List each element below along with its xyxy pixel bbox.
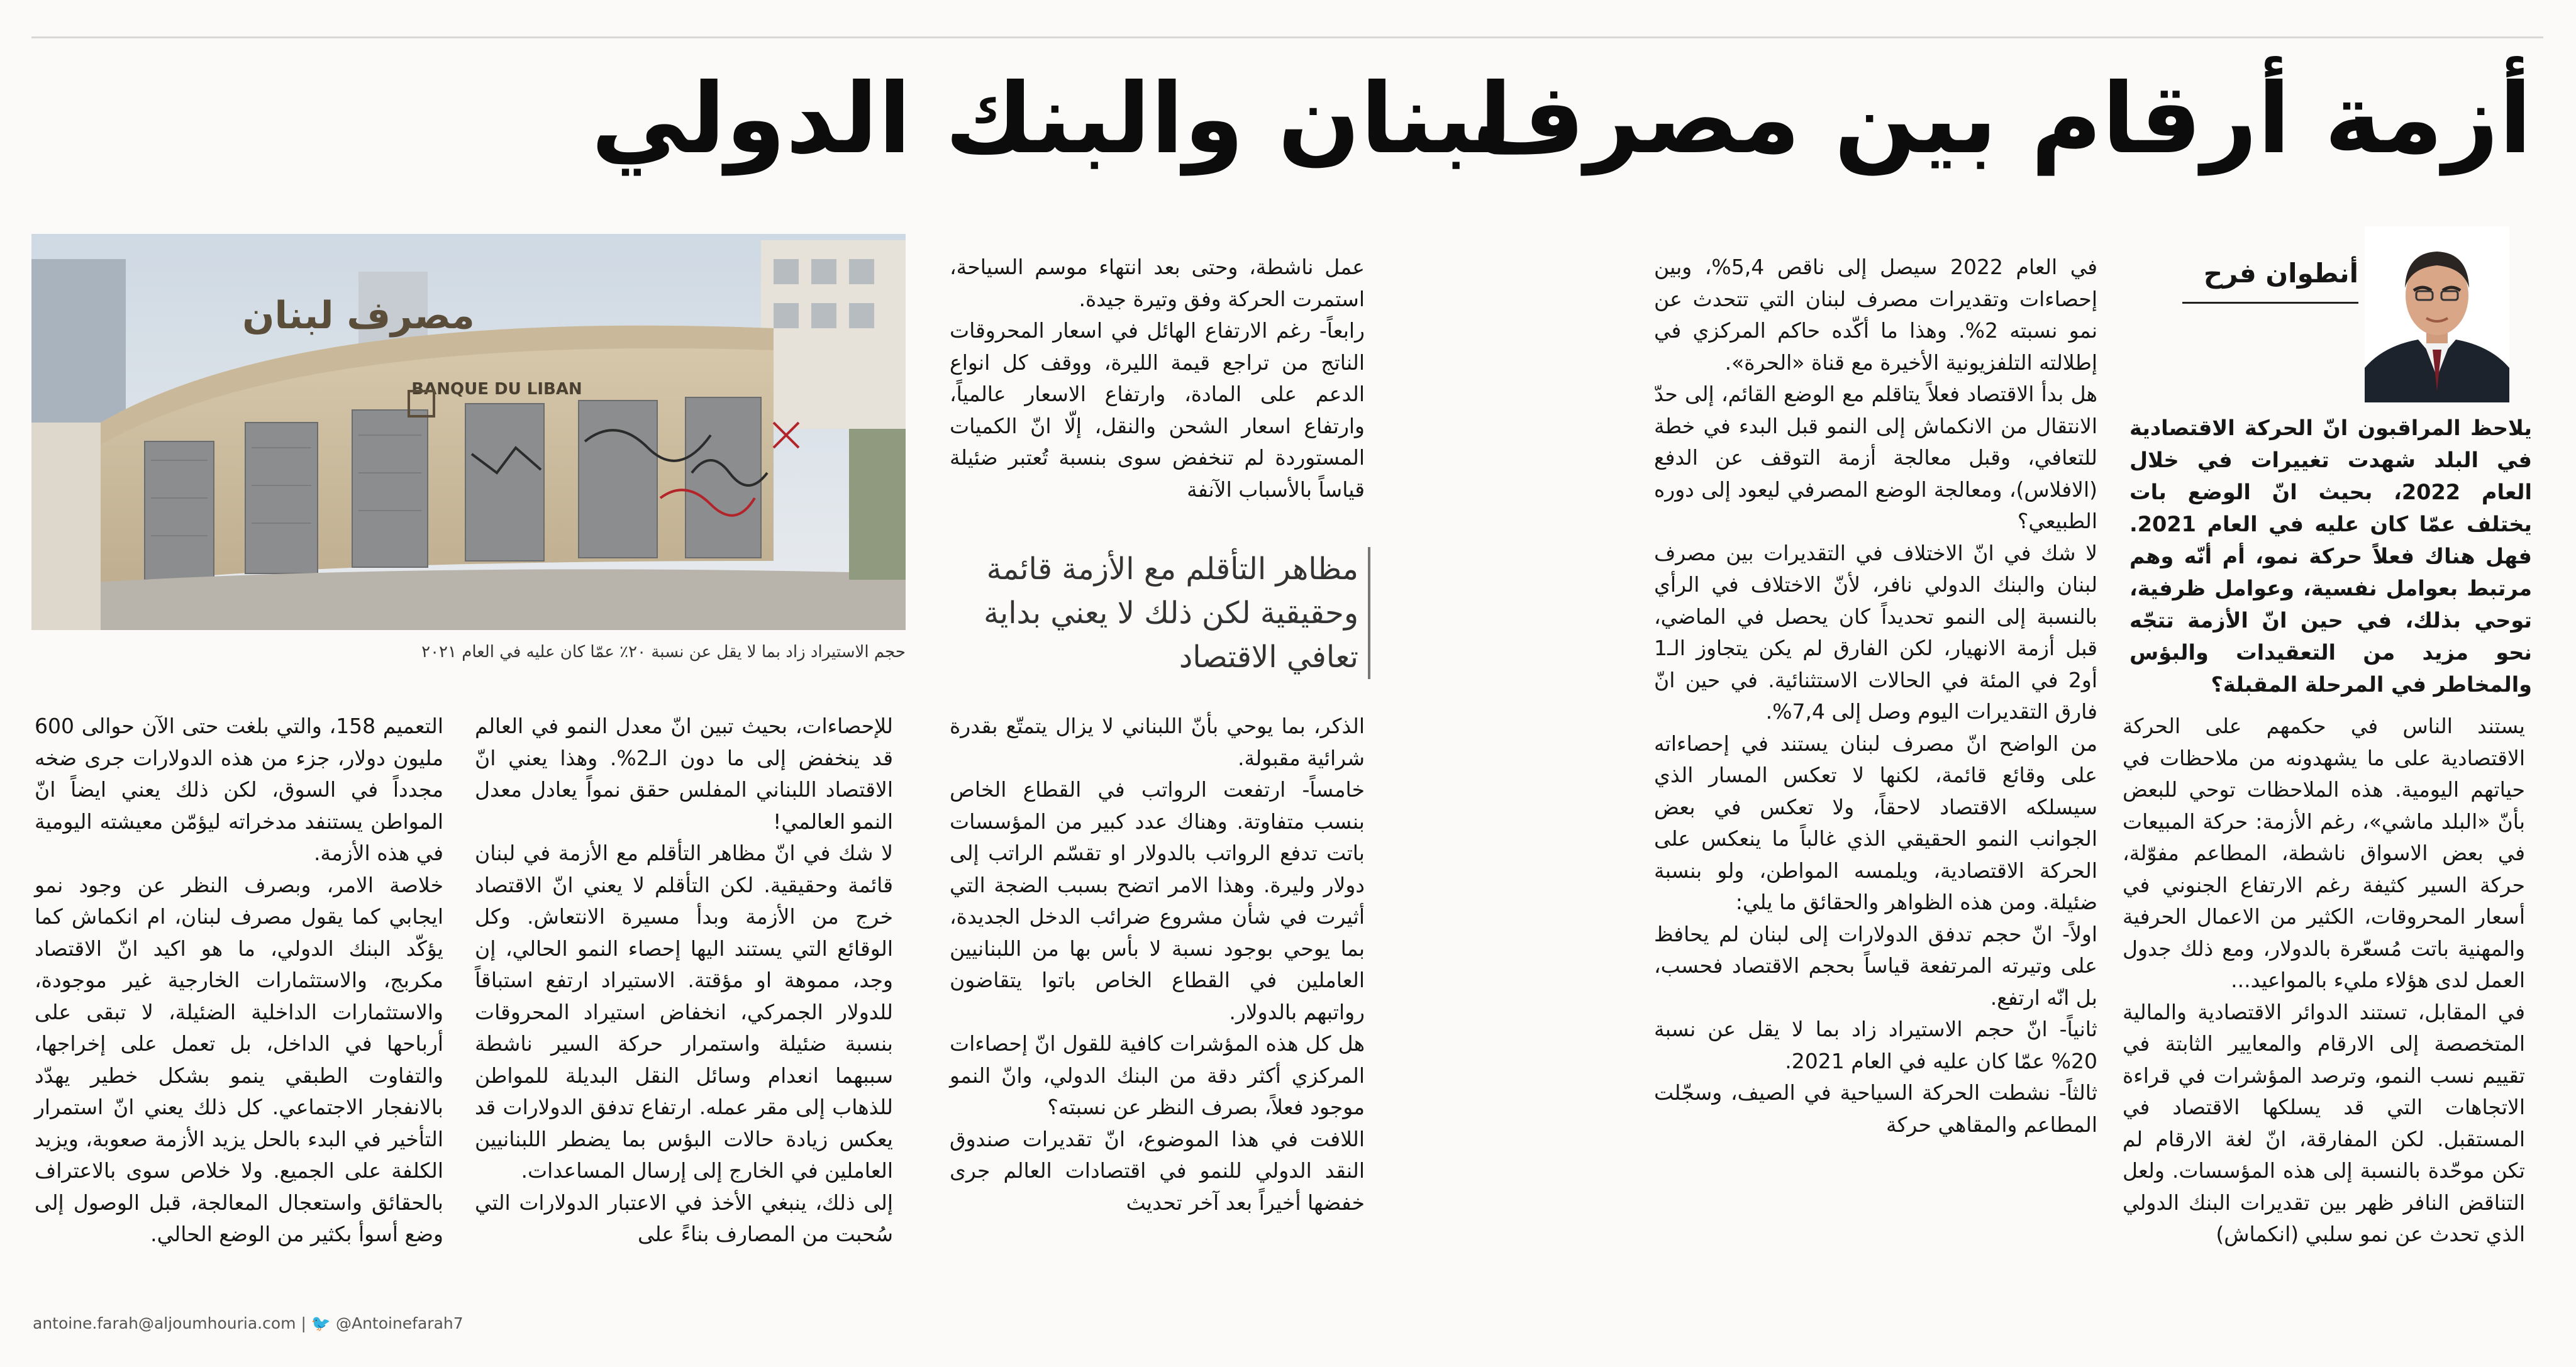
credit-separator: | <box>301 1314 306 1332</box>
column-3-top <box>950 252 1365 506</box>
column-5 <box>35 711 443 1251</box>
paragraph: في العام 2022 سيصل إلى ناقص 5,4%، وبين إحصاءات وتقديرات مصرف لبنان التي تتحدث عن نمو نسبته 2%. وهذا ما أكّده حاكم المركزي في إطلالته التلفزيونية الأخيرة مع قناة «الحرة». <box>1654 255 2097 375</box>
paragraph: هل كل هذه المؤشرات كافية للقول انّ إحصاءات المركزي أكثر دقة من البنك الدولي، وانّ النمو موجود فعلاً، بصرف النظر عن نسبته؟ <box>950 1031 1365 1119</box>
author-rule <box>2182 302 2358 304</box>
column-1 <box>2123 711 2525 1251</box>
author-name: أنطوان فرح <box>2203 258 2358 289</box>
paragraph: عمل ناشطة، وحتى بعد انتهاء موسم السياحة، استمرت الحركة وفق وتيرة جيدة. <box>950 255 1365 311</box>
column-4 <box>475 711 893 1251</box>
paragraph: اولاً- انّ حجم تدفق الدولارات إلى لبنان لم يحافظ على وتيرته المرتفعة قياساً بحجم الاقتصاد فحسب، بل انّه ارتفع. <box>1654 921 2097 1010</box>
author-credit <box>33 1314 473 1333</box>
bank-sign-arabic: مصرف لبنان <box>242 294 475 338</box>
article-photo <box>31 234 906 630</box>
paragraph: ثالثاً- نشطت الحركة السياحية في الصيف، وسجّلت المطاعم والمقاهي حركة <box>1654 1080 2097 1137</box>
author-portrait <box>2365 226 2509 402</box>
paragraph: في المقابل، تستند الدوائر الاقتصادية والمالية المتخصصة إلى الارقام والمعايير الثابتة في تقييم نسب النمو، وترصد المؤشرات في قراءة الاتجاهات التي قد يسلكها الاقتصاد في المستقبل. لكن المفارقة، انّ لغة الارقام لم تكن موحّدة بالنسبة إلى هذه المؤسسات. ولعل التناقض النافر ظهر بين تقديرات البنك الدولي الذي تحدث عن نمو سلبي (انكماش) <box>2123 999 2525 1246</box>
paragraph: ثانياً- انّ حجم الاستيراد زاد بما لا يقل عن نسبة 20% عمّا كان عليه في العام 2021. <box>1654 1017 2097 1073</box>
author-twitter: @Antoinefarah7 <box>335 1314 464 1332</box>
paragraph: هل بدأ الاقتصاد فعلاً يتاقلم مع الوضع القائم، إلى حدّ الانتقال من الانكماش إلى النمو قبل البدء في خطة للتعافي، وقبل معالجة أزمة التوقف عن الدفع (الافلاس)، ومعالجة الوضع المصرفي ليعود إلى دوره الطبيعي؟ <box>1654 382 2097 533</box>
bank-sign-latin: BANQUE DU LIBAN <box>411 380 582 399</box>
paragraph: التعميم 158، والتي بلغت حتى الآن حوالى 600 مليون دولار، جزء من هذه الدولارات جرى ضخه مجدداً في السوق، لكن ذلك يعني ايضاً انّ المواطن يستنفد مدخراته ليؤمّن معيشته اليومية في هذه الأزمة. <box>35 714 443 865</box>
twitter-icon: 🐦 <box>311 1314 331 1332</box>
pullquote-rule <box>1368 547 1370 679</box>
paragraph: لا شك في انّ الاختلاف في التقديرات بين مصرف لبنان والبنك الدولي نافر، لأنّ الاختلاف في الرأي بالنسبة إلى النمو تحديداً كان يحصل في الماضي، قبل أزمة الانهيار، لكن الفارق لم يكن يتجاوز الـ1 أو2 في المئة في الحالات الاستثنائية. في حين انّ فارق التقديرات اليوم وصل إلى 7,4%. <box>1654 540 2097 724</box>
paragraph: للإحصاءات، بحيث تبين انّ معدل النمو في العالم قد ينخفض إلى ما دون الـ2%. وهذا يعني انّ الاقتصاد اللبناني المفلس حقق نمواً يعادل معدل النمو العالمي! <box>475 714 893 834</box>
paragraph: إلى ذلك، ينبغي الأخذ في الاعتبار الدولارات التي سُحبت من المصارف بناءً على <box>475 1190 893 1246</box>
paragraph: اللافت في هذا الموضوع، انّ تقديرات صندوق النقد الدولي للنمو في اقتصادات العالم جرى خفضها أخيراً بعد آخر تحديث <box>950 1126 1365 1215</box>
column-3-bottom <box>950 711 1365 1219</box>
paragraph: يستند الناس في حكمهم على الحركة الاقتصادية على ما يشهدونه من ملاحظات في حياتهم اليومية. هذه الملاحظات توحي للبعض بأنّ «البلد ماشي»، رغم الأزمة: حركة المبيعات في بعض الاسواق ناشطة، المطاعم مفوّلة، حركة السير كثيفة رغم الارتفاع الجنوني في أسعار المحروقات، الكثير من الاعمال الحرفية والمهنية باتت مُسعّرة بالدولار، ومع ذلك جدول العمل لدى هؤلاء مليء بالمواعيد... <box>2123 714 2525 992</box>
paragraph: لا شك في انّ مظاهر التأقلم مع الأزمة في لبنان قائمة وحقيقية. لكن التأقلم لا يعني انّ الاقتصاد خرج من الأزمة وبدأ مسيرة الانتعاش. وكل الوقائع التي يستند اليها إحصاء النمو الحالي، إن وجد، مموهة او مؤقتة. الاستيراد ارتفع استباقاً للدولار الجمركي، انخفاض استيراد المحروقات بنسبة ضئيلة واستمرار حركة السير ناشطة سببهما انعدام وسائل النقل البديلة للمواطن للذهاب إلى مقر عمله. ارتفاع تدفق الدولارات قد يعكس زيادة حالات البؤس بما يضطر اللبنانيين العاملين في الخارج إلى إرسال المساعدات. <box>475 841 893 1183</box>
top-rule <box>31 36 2543 38</box>
paragraph: رابعاً- رغم الارتفاع الهائل في اسعار المحروقات الناتج من تراجع قيمة الليرة، ووقف كل انواع الدعم على المادة، وارتفاع الاسعار عالمياً، وارتفاع اسعار الشحن والنقل، إلّا انّ الكميات المستوردة لم تنخفض سوى بنسبة تُعتبر ضئيلة قياساً بالأسباب الآنفة <box>950 318 1365 502</box>
paragraph: من الواضح انّ مصرف لبنان يستند في إحصاءاته على وقائع قائمة، لكنها لا تعكس المسار الذي سيسلكه الاقتصاد لاحقاً، ولا تعكس في بعض الجوانب النمو الحقيقي الذي غالباً ما ينعكس على الحركة الاقتصادية، ويلمسه المواطن، ولو بنسبة ضئيلة. ومن هذه الظواهر والحقائق ما يلي: <box>1654 731 2097 914</box>
lead-paragraph: يلاحظ المراقبون انّ الحركة الاقتصادية في البلد شهدت تغييرات في خلال العام 2022، بحيث انّ الوضع بات يختلف عمّا كان عليه في العام 2021. فهل هناك فعلاً حركة نمو، أم أنّه وهم مرتبط بعوامل نفسية، وعوامل ظرفية، توحي بذلك، في حين انّ الأزمة تتجّه نحو مزيد من التعقيدات والبؤس والمخاطر في المرحلة المقبلة؟ <box>2129 416 2532 697</box>
paragraph: خامساً- ارتفعت الرواتب في القطاع الخاص بنسب متفاوتة. وهناك عدد كبير من المؤسسات باتت تدفع الرواتب بالدولار او تقسّم الراتب إلى دولار وليرة. وهذا الامر اتضح بسبب الضجة التي أثيرت في شأن مشروع ضرائب الدخل الجديدة، بما يوحي بوجود نسبة لا بأس بها من اللبنانيين العاملين في القطاع الخاص باتوا يتقاضون رواتبهم بالدولار. <box>950 777 1365 1024</box>
headline-part-2: لبنان والبنك الدولي <box>591 63 1513 175</box>
paragraph: خلاصة الامر، وبصرف النظر عن وجود نمو ايجابي كما يقول مصرف لبنان، ام انكماش كما يؤكّد البنك الدولي، ما هو اكيد انّ الاقتصاد مكربج، والاستثمارات الخارجية غير موجودة، والاستثمارات الداخلية الضئيلة، لا تبقى على أرباحها في الداخل، بل تعمل على إخراجها، والتفاوت الطبقي ينمو بشكل خطير يهدّد بالانفجار الاجتماعي. كل ذلك يعني انّ استمرار التأخير في البدء بالحل يزيد الأزمة صعوبة، ويزيد الكلفة على الجميع. ولا خلاص سوى بالاعتراف بالحقائق واستعجال المعالجة، قبل الوصول إلى وضع أسوأ بكثير من الوضع الحالي. <box>35 872 443 1246</box>
headline-part-1: أزمة أرقام بين مصرف <box>1472 63 2532 175</box>
photo-caption: حجم الاستيراد زاد بما لا يقل عن نسبة ٢٠٪ عمّا كان عليه في العام ٢٠٢١ <box>421 643 906 661</box>
column-2 <box>1654 252 2097 1141</box>
paragraph: الذكر، بما يوحي بأنّ اللبناني لا يزال يتمتّع بقدرة شرائية مقبولة. <box>950 714 1365 770</box>
pullquote: مظاهر التأقلم مع الأزمة قائمة وحقيقية لكن ذلك لا يعني بداية تعافي الاقتصاد <box>984 551 1358 675</box>
author-email: antoine.farah@aljoumhouria.com <box>33 1314 296 1332</box>
